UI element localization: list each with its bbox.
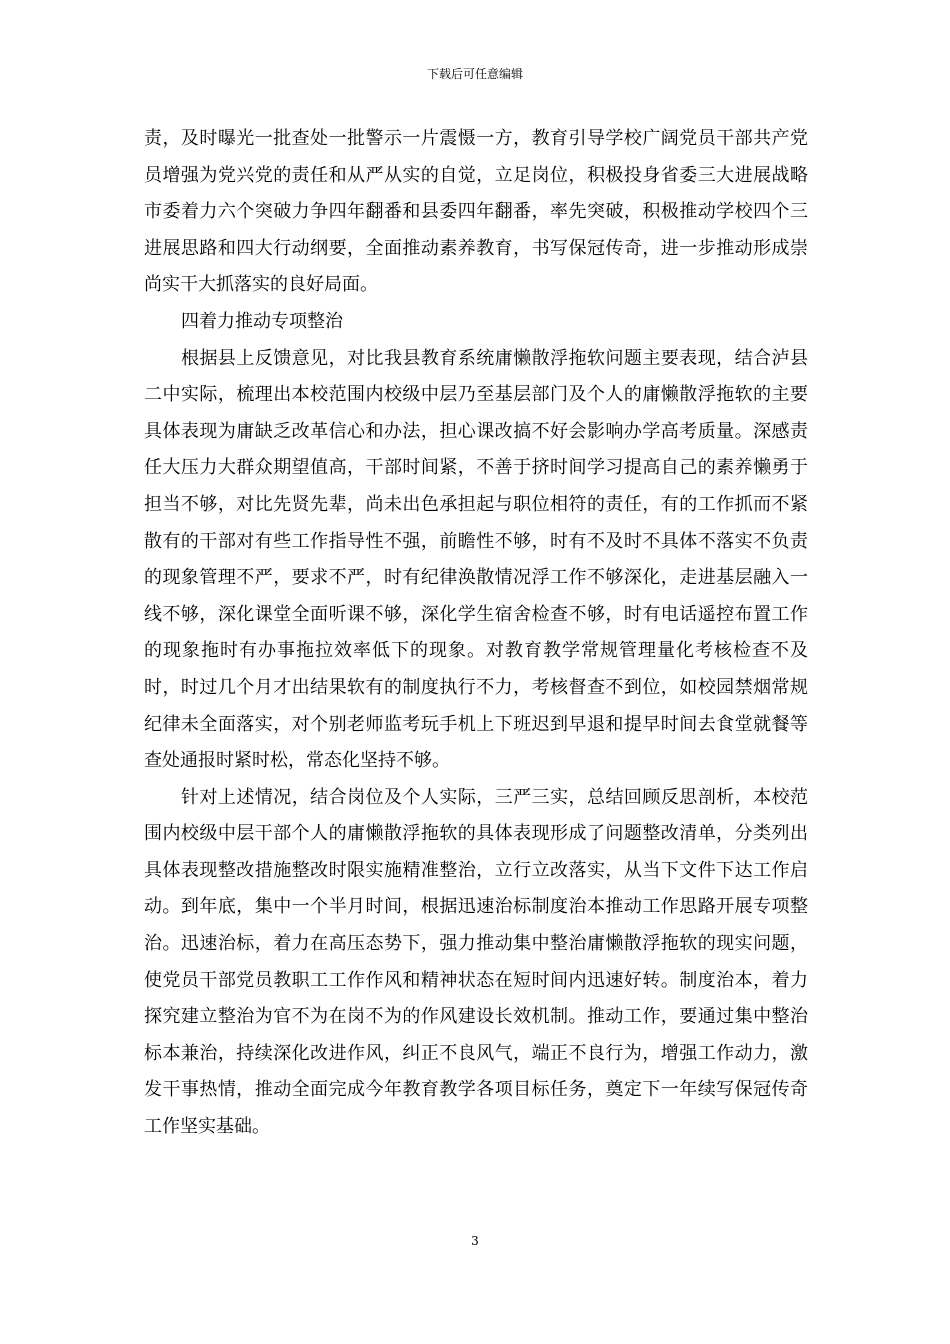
paragraph-problems: 根据县上反馈意见，对比我县教育系统庸懒散浮拖软问题主要表现，结合泸县二中实际，梳理出本校范围内校级中层乃至基层部门及个人的庸懒散浮拖软的主要具体表现为庸缺乏改革信心和办法，担心课改搞不好会影响办学高考质量。深感责任大压力大群众期望值高，干部时间紧，不善于挤时间学习提高自己的素养懒勇于担当不够，对比先贤先辈，尚未出色承担起与职位相符的责任，有的工作抓而不紧散有的干部对有些工作指导性不强，前瞻性不够，时有不及时不具体不落实不负责的现象管理不严，要求不严，时有纪律涣散情况浮工作不够深化，走进基层融入一线不够，深化课堂全面听课不够，深化学生宿舍检查不够，时有电话遥控布置工作的现象拖时有办事拖拉效率低下的现象。对教育教学常规管理量化考核检查不及时，时过几个月才出结果软有的制度执行不力，考核督查不到位，如校园禁烟常规纪律未全面落实，对个别老师监考玩手机上下班迟到早退和提早时间去食堂就餐等查处通报时紧时松，常态化坚持不够。 — [144, 347, 808, 772]
section-heading: 四着力推动专项整治 — [181, 310, 343, 332]
paragraph-continuation: 责，及时曝光一批查处一批警示一片震慑一方，教育引导学校广阔党员干部共产党员增强为党兴党的责任和从严从实的自觉，立足岗位，积极投身省委三大进展战略市委着力六个突破力争四年翻番和县委四年翻番，率先突破，积极推动学校四个三进展思路和四大行动纲要，全面推动素养教育，书写保冠传奇，进一步推动形成崇尚实干大抓落实的良好局面。 — [144, 128, 808, 296]
page-header: 下载后可任意编辑 — [426, 67, 523, 81]
paragraph-rectification: 针对上述情况，结合岗位及个人实际，三严三实，总结回顾反思剖析，本校范围内校级中层干部个人的庸懒散浮拖软的具体表现形成了问题整改清单，分类列出具体表现整改措施整改时限实施精准整治，立行立改落实，从当下文件下达工作启动。到年底，集中一个半月时间，根据迅速治标制度治本推动工作思路开展专项整治。迅速治标，着力在高压态势下，强力推动集中整治庸懒散浮拖软的现实问题，使党员干部党员教职工工作作风和精神状态在短时间内迅速好转。制度治本，着力探究建立整治为官不为在岗不为的作风建设长效机制。推动工作，要通过集中整治标本兼治，持续深化改进作风，纠正不良风气，端正不良行为，增强工作动力，激发干事热情，推动全面完成今年教育教学各项目标任务，奠定下一年续写保冠传奇工作坚实基础。 — [144, 786, 808, 1138]
document-body — [144, 121, 808, 1146]
page-number: 3 — [471, 1234, 479, 1248]
